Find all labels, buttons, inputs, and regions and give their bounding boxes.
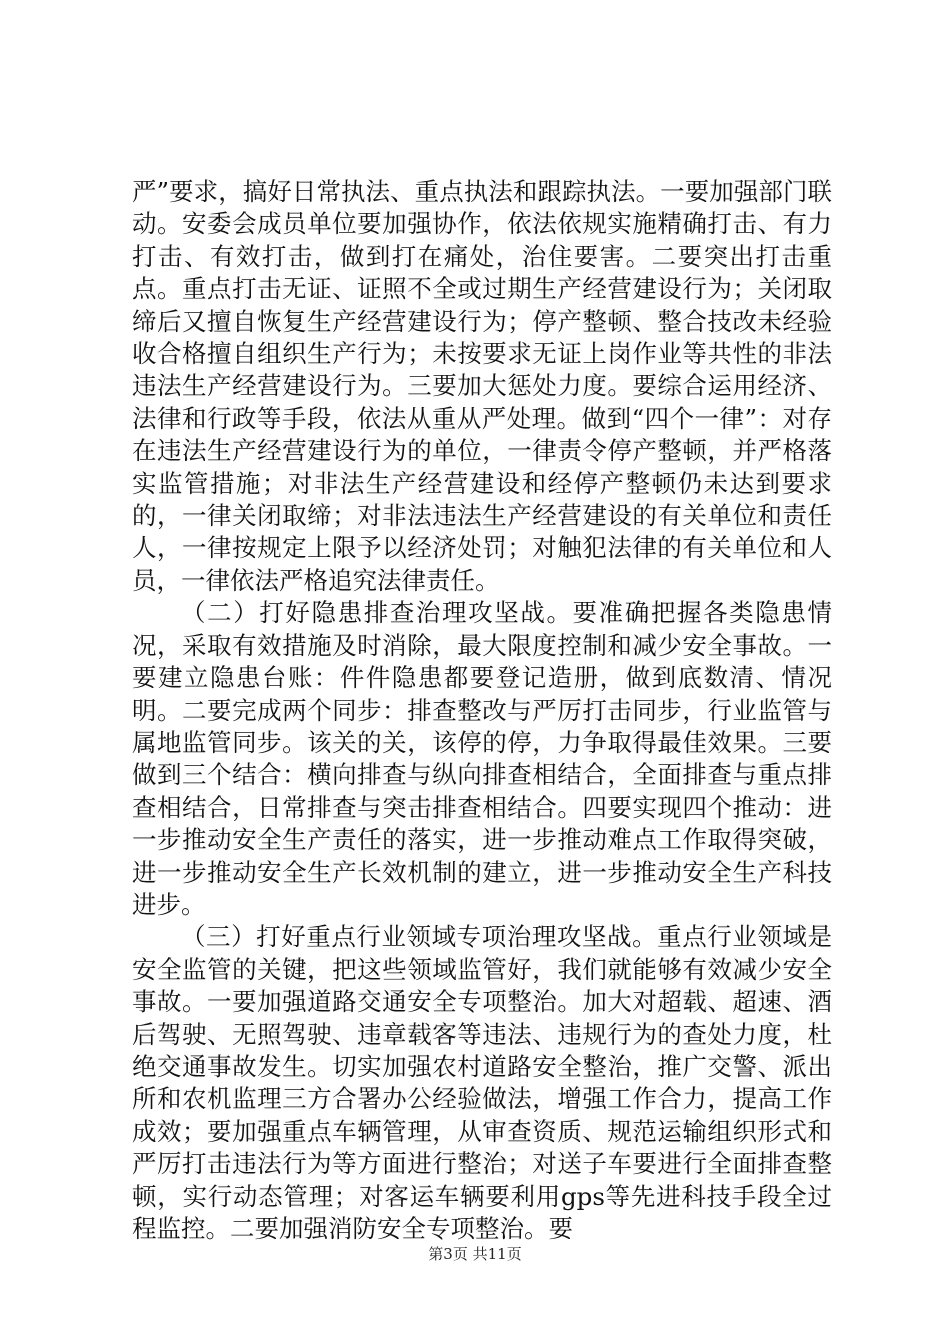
page-number-footer: 第3页 共11页 [428, 1245, 522, 1263]
paragraph-2: （二）打好隐患排查治理攻坚战。要准确把握各类隐患情况，采取有效措施及时消除，最大限度控制和减少安全事故。一要建立隐患台账：件件隐患都要登记造册，做到底数清、情况明。二要完成两个同步：排查整改与严厉打击同步，行业监管与属地监管同步。该关的关，该停的停，力争取得最佳效果。三要做到三个结合：横向排查与纵向排查相结合，全面排查与重点排查相结合，日常排查与突击排查相结合。四要实现四个推动：进一步推动安全生产责任的落实，进一步推动难点工作取得突破，进一步推动安全生产长效机制的建立，进一步推动安全生产科技进步。 [132, 598, 832, 919]
document-body [132, 176, 832, 1245]
paragraph-1: 严”要求，搞好日常执法、重点执法和跟踪执法。一要加强部门联动。安委会成员单位要加强协作，依法依规实施精确打击、有力打击、有效打击，做到打在痛处，治住要害。二要突出打击重点。重点打击无证、证照不全或过期生产经营建设行为；关闭取缔后又擅自恢复生产经营建设行为；停产整顿、整合技改未经验收合格擅自组织生产行为；未按要求无证上岗作业等共性的非法违法生产经营建设行为。三要加大惩处力度。要综合运用经济、法律和行政等手段，依法从重从严处理。做到“四个一律”：对存在违法生产经营建设行为的单位，一律责令停产整顿，并严格落实监管措施；对非法生产经营建设和经停产整顿仍未达到要求的，一律关闭取缔；对非法违法生产经营建设的有关单位和责任人，一律按规定上限予以经济处罚；对触犯法律的有关单位和人员，一律依法严格追究法律责任。 [132, 177, 832, 595]
paragraph-3: （三）打好重点行业领域专项治理攻坚战。重点行业领域是安全监管的关键，把这些领域监管好，我们就能够有效减少安全事故。一要加强道路交通安全专项整治。加大对超载、超速、酒后驾驶、无照驾驶、违章载客等违法、违规行为的查处力度，杜绝交通事故发生。切实加强农村道路安全整治，推广交警、派出所和农机监理三方合署办公经验做法，增强工作合力，提高工作成效；要加强重点车辆管理，从审查资质、规范运输组织形式和严厉打击违法行为等方面进行整治；对送子车要进行全面排查整顿，实行动态管理；对客运车辆要利用gps等先进科技手段全过程监控。二要加强消防安全专项整治。要 [132, 922, 832, 1243]
